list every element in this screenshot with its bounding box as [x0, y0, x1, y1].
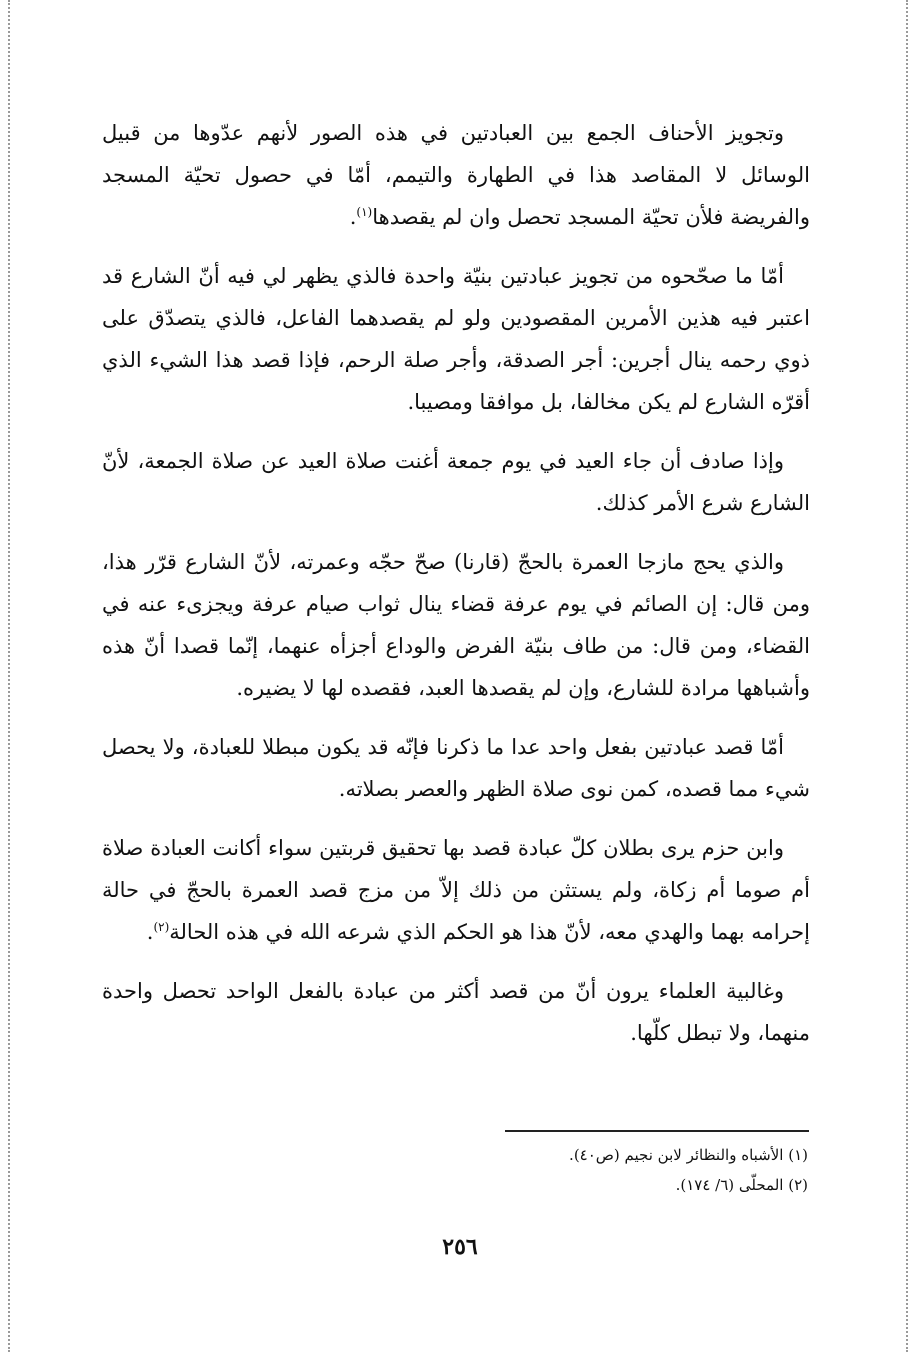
paragraph-3: وإذا صادف أن جاء العيد في يوم جمعة أغنت صلاة العيد عن صلاة الجمعة، لأنّ الشارع شرع الأمر كذلك.: [102, 449, 810, 515]
main-text: [102, 112, 810, 1071]
paragraph-5: أمّا قصد عبادتين بفعل واحد عدا ما ذكرنا فإنّه قد يكون مبطلا للعبادة، ولا يحصل شيء مما قصده، كمن نوى صلاة الظهر والعصر بصلاته.: [102, 735, 810, 801]
paragraph-7: وغالبية العلماء يرون أنّ من قصد أكثر من عبادة بالفعل الواحد تحصل واحدة منهما، ولا تبطل كلّها.: [102, 979, 810, 1045]
paragraph-1: [102, 112, 810, 238]
footnote-separator: [505, 1130, 809, 1132]
scan-edge-right: [906, 0, 908, 1352]
page-number: ٢٥٦: [442, 1234, 478, 1260]
paragraph-6-ending: .: [146, 920, 154, 944]
paragraph-1-text: وتجويز الأحناف الجمع بين العبادتين في هذه الصور لأنهم عدّوها من قبيل الوسائل لا المقاصد هذا في الطهارة والتيمم، أمّا في حصول تحيّة المسجد والفريضة فلأن تحيّة المسجد تحصل وان لم يقصدها: [102, 121, 810, 229]
paragraph-6: [102, 827, 810, 953]
scan-edge-left: [8, 0, 10, 1352]
paragraph-1-ending: .: [349, 205, 357, 229]
footnote-marker-1: (١): [356, 205, 373, 219]
footnotes: [300, 1140, 808, 1200]
paragraph-4: والذي يحج مازجا العمرة بالحجّ (قارنا) صحّ حجّه وعمرته، لأنّ الشارع قرّر هذا، ومن قال: إن الصائم في يوم عرفة قضاء ينال ثواب صيام عرفة ويجزىء عنه في القضاء، ومن قال: من طاف بنيّة الفرض والوداع أجزأه عنهما، إنّما قصدا أنّ هذه وأشباهها مرادة للشارع، وإن لم يقصدها العبد، فقصده لها لا يضيره.: [102, 550, 810, 700]
paragraph-6-text: وابن حزم يرى بطلان كلّ عبادة قصد بها تحقيق قربتين سواء أكانت العبادة صلاة أم صوما أم زكاة، ولم يستثن من ذلك إلاّ من مزج قصد العمرة بالحجّ في حالة إحرامه بهما والهدي معه، لأنّ هذا هو الحكم الذي شرعه الله في هذه الحالة: [102, 836, 810, 944]
footnote-marker-2: (٢): [153, 920, 170, 934]
footnote-1: (١) الأشباه والنظائر لابن نجيم (ص٤٠).: [569, 1146, 808, 1164]
paragraph-2: أمّا ما صحّحوه من تجويز عبادتين بنيّة واحدة فالذي يظهر لي فيه أنّ الشارع قد اعتبر فيه هذين الأمرين المقصودين ولو لم يقصدهما الفاعل، فالذي يتصدّق على ذوي رحمه ينال أجرين: أجر الصدقة، وأجر صلة الرحم، فإذا قصد هذا الشيء الذي أقرّه الشارع لم يكن مخالفا، بل موافقا ومصيبا.: [102, 264, 810, 414]
footnote-2: (٢) المحلّى (٦/ ١٧٤).: [675, 1176, 808, 1194]
